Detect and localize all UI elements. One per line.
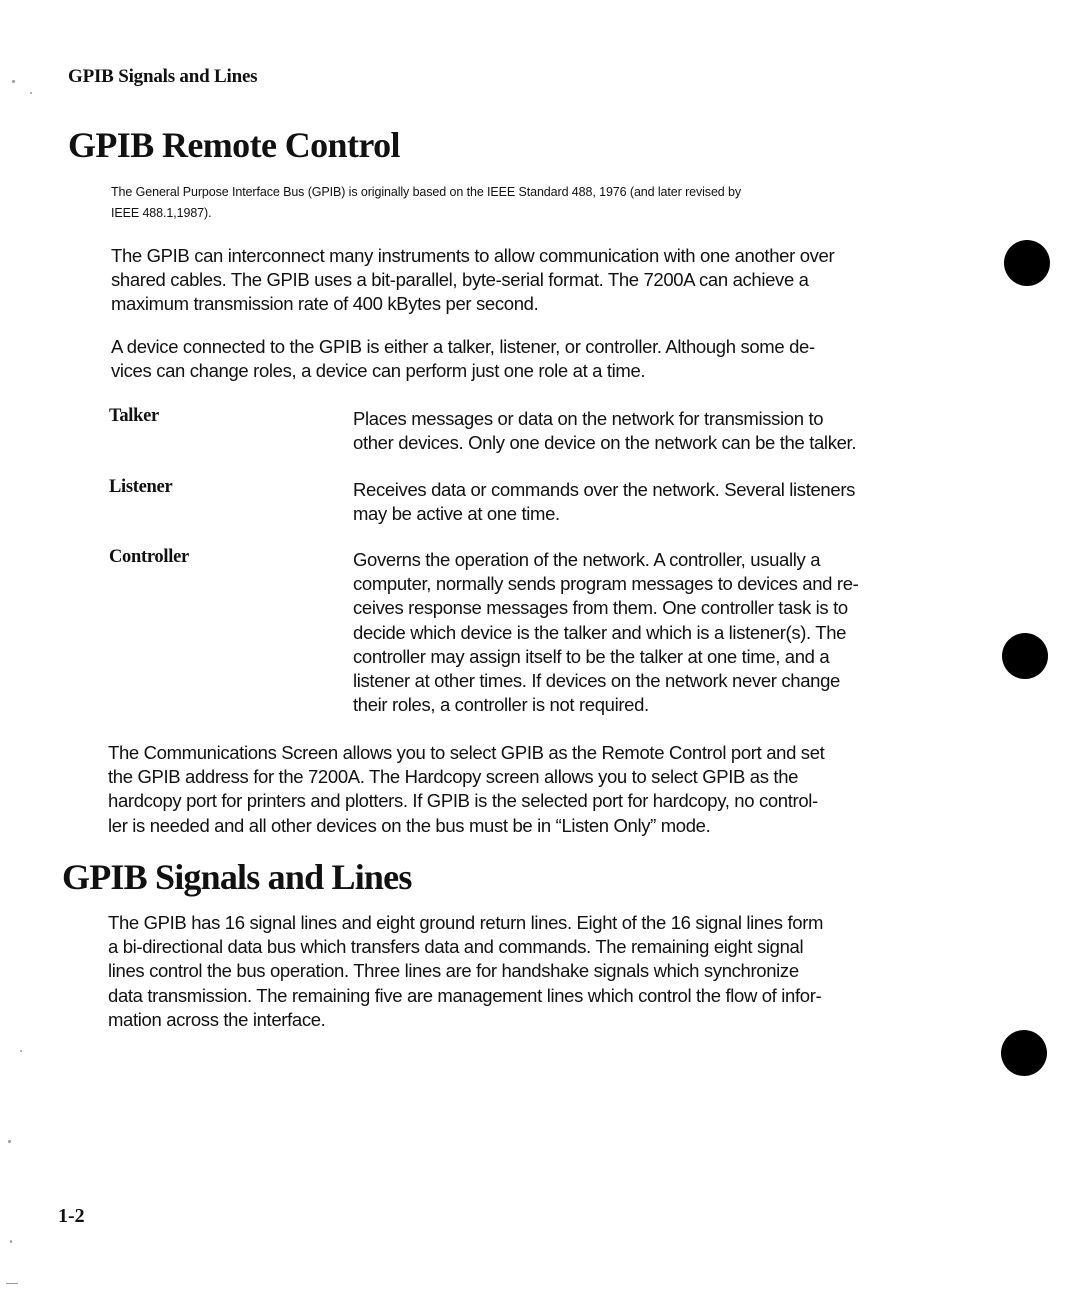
page-number: 1-2	[58, 1205, 85, 1227]
text-line: data transmission. The remaining five are management lines which control the flow of infor-	[108, 984, 822, 1006]
section-title-remote-control: GPIB Remote Control	[68, 125, 400, 165]
text-line: a bi-directional data bus which transfers data and commands. The remaining eight signal	[108, 936, 804, 958]
term-controller: Controller	[109, 547, 189, 567]
text-line: Places messages or data on the network for transmission to	[353, 408, 824, 429]
text-line: listener at other times. If devices on the network never change	[353, 670, 840, 692]
text-line: their roles, a controller is not required.	[353, 694, 649, 716]
text-line: ceives response messages from them. One controller task is to	[353, 597, 848, 619]
text-line: lines control the bus operation. Three lines are for handshake signals which synchronize	[108, 960, 799, 982]
text-line: computer, normally sends program messages to devices and re-	[353, 573, 859, 595]
text-line: may be active at one time.	[353, 503, 560, 525]
punch-hole-top	[1004, 240, 1050, 286]
scan-speck	[8, 1140, 11, 1143]
scan-speck	[10, 1240, 12, 1243]
text-line: vices can change roles, a device can perform just one role at a time.	[111, 360, 646, 382]
text-line: A device connected to the GPIB is either a talker, listener, or controller. Although some de-	[111, 336, 815, 357]
term-listener: Listener	[109, 477, 173, 497]
text-line: mation across the interface.	[108, 1008, 326, 1030]
text-line: hardcopy port for printers and plotters. If GPIB is the selected port for hardcopy, no control-	[108, 790, 818, 812]
text-line: The Communications Screen allows you to select GPIB as the Remote Control port and set	[108, 742, 825, 763]
text-line: IEEE 488.1,1987).	[111, 206, 212, 220]
text-line: ler is needed and all other devices on the bus must be in “Listen Only” mode.	[108, 814, 711, 836]
paragraph-signal-lines	[108, 911, 823, 1032]
definition-talker	[353, 407, 856, 455]
definition-listener	[353, 478, 855, 526]
text-line: The GPIB can interconnect many instruments to allow communication with one another over	[111, 245, 835, 266]
text-line: The General Purpose Interface Bus (GPIB) is originally based on the IEEE Standard 488, 1976 (and later revised by	[111, 185, 742, 199]
punch-hole-bottom	[1001, 1030, 1047, 1076]
intro-paragraph	[111, 182, 741, 224]
paragraph-communications-screen	[108, 741, 824, 838]
text-line: The GPIB has 16 signal lines and eight ground return lines. Eight of the 16 signal lines form	[108, 912, 824, 933]
running-header: GPIB Signals and Lines	[68, 66, 258, 87]
definition-controller	[353, 548, 858, 717]
term-talker: Talker	[109, 406, 159, 426]
text-line: Receives data or commands over the network. Several listeners	[353, 479, 856, 500]
text-line: decide which device is the talker and which is a listener(s). The	[353, 621, 847, 643]
paragraph-device-roles	[111, 335, 815, 383]
punch-hole-middle	[1002, 633, 1048, 679]
text-line: Governs the operation of the network. A controller, usually a	[353, 549, 821, 570]
scan-speck	[12, 80, 15, 83]
text-line: controller may assign itself to be the talker at one time, and a	[353, 645, 830, 667]
scan-speck	[20, 1050, 22, 1052]
section-title-signals-lines: GPIB Signals and Lines	[62, 857, 412, 897]
scan-speck	[30, 92, 32, 94]
text-line: maximum transmission rate of 400 kBytes per second.	[111, 293, 539, 315]
text-line: the GPIB address for the 7200A. The Hardcopy screen allows you to select GPIB as the	[108, 766, 799, 788]
text-line: shared cables. The GPIB uses a bit-parallel, byte-serial format. The 7200A can achieve a	[111, 269, 809, 291]
scan-speck	[6, 1283, 18, 1284]
text-line: other devices. Only one device on the network can be the talker.	[353, 432, 857, 454]
paragraph-interconnect	[111, 244, 834, 317]
